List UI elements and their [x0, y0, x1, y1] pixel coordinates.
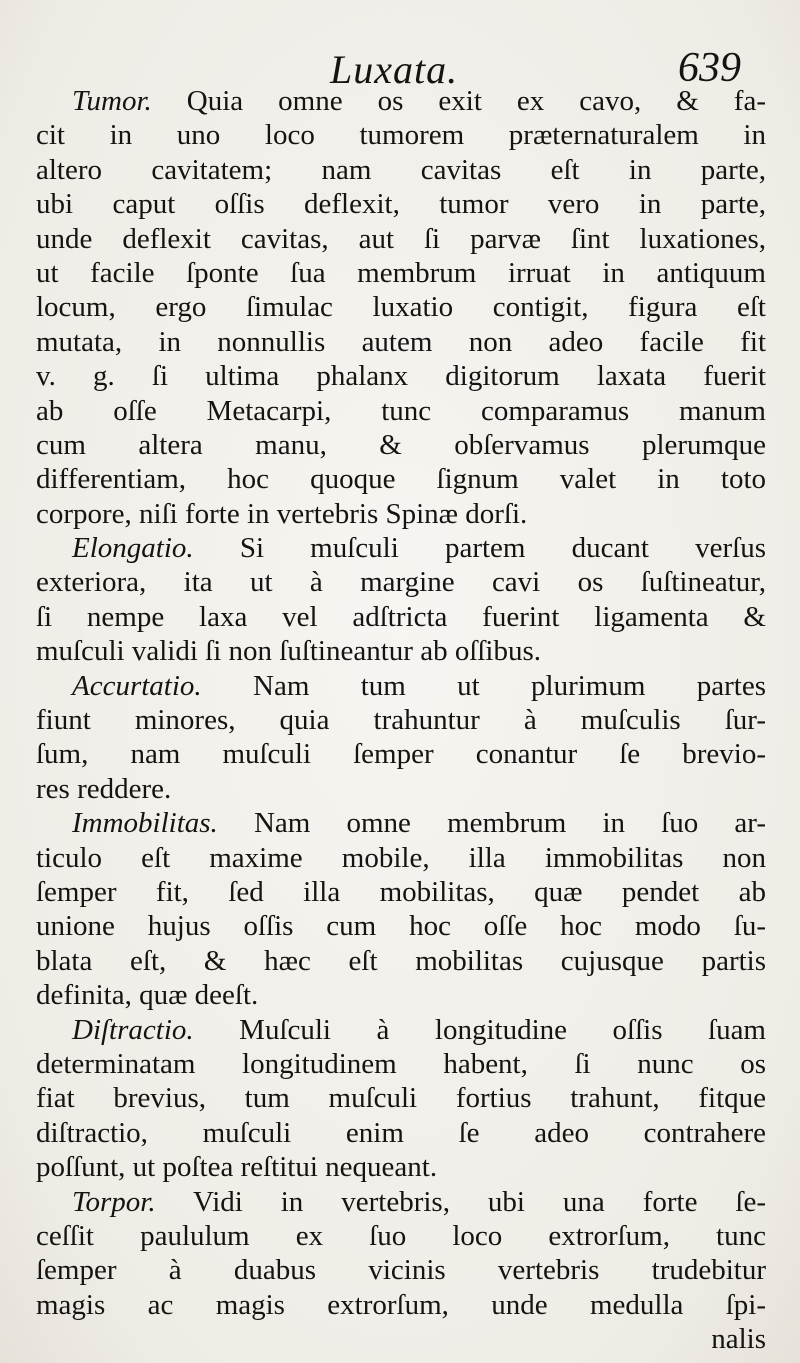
text-line: ſemper à duabus vicinis vertebris trudebitur	[36, 1254, 766, 1287]
text-line: determinatam longitudinem habent, ſi nunc os	[36, 1047, 766, 1080]
text-line: magis ac magis extrorſum, unde medulla ſpi-	[36, 1288, 766, 1321]
paragraph-head: Elongatio.	[72, 532, 194, 565]
text-line: poſſunt, ut poſtea reſtitui nequeant.	[36, 1151, 438, 1184]
text-line: locum, ergo ſimulac luxatio contigit, figura eſt	[36, 291, 766, 324]
text-line: v. g. ſi ultima phalanx digitorum laxata fuerit	[36, 360, 766, 393]
running-title: Luxata.	[330, 47, 459, 92]
text-line: res reddere.	[36, 772, 172, 805]
paragraph-torpor	[36, 1185, 766, 1323]
text-line: ut facile ſponte ſua membrum irruat in antiquum	[36, 256, 766, 289]
text-line: ceſſit paululum ex ſuo loco extrorſum, tunc	[36, 1219, 766, 1252]
text-line: muſculi validi ſi non ſuſtineantur ab oſſibus.	[36, 635, 542, 668]
text-line: exteriora, ita ut à margine cavi os ſuſtineatur,	[36, 566, 766, 599]
paragraph-distractio	[36, 1013, 766, 1185]
text-line: cit in uno loco tumorem præternaturalem in	[36, 119, 766, 152]
text-line: differentiam, hoc quoque ſignum valet in toto	[36, 463, 766, 496]
text-line: ſi nempe laxa vel adſtricta fuerint ligamenta &	[36, 600, 766, 633]
text-line: cum altera manu, & obſervamus plerumque	[36, 428, 766, 461]
text-line: Tumor. Quia omne os exit ex cavo, & fa-	[72, 85, 766, 117]
text-line: Diſtractio. Muſculi à longitudine oſſis ſuam	[72, 1013, 766, 1046]
text-line: fiat brevius, tum muſculi fortius trahunt, fitque	[36, 1082, 766, 1115]
text-line: ſum, nam muſculi ſemper conantur ſe brevio-	[36, 738, 766, 771]
text-line: ſemper fit, ſed illa mobilitas, quæ pendet ab	[36, 875, 766, 908]
body-text	[36, 84, 766, 1356]
catchword: nalis	[711, 1323, 766, 1356]
text-line: unione hujus oſſis cum hoc oſſe hoc modo ſu-	[36, 910, 766, 943]
page-number: 639	[678, 45, 741, 91]
text-line: Immobilitas. Nam omne membrum in ſuo ar-	[72, 807, 766, 840]
text-line: ab oſſe Metacarpi, tunc comparamus manum	[36, 394, 766, 427]
paragraph-head: Torpor.	[72, 1185, 156, 1218]
text-line: fiunt minores, quia trahuntur à muſculis ſur-	[36, 704, 766, 737]
text-line: blata eſt, & hæc eſt mobilitas cujusque partis	[36, 944, 766, 977]
text-line: Elongatio. Si muſculi partem ducant verſus	[72, 532, 766, 565]
text-line: corpore, niſi forte in vertebris Spinæ dorſi.	[36, 497, 528, 530]
paragraph-head: Tumor.	[72, 85, 152, 117]
text-line: diſtractio, muſculi enim ſe adeo contrahere	[36, 1116, 766, 1149]
text-line: Accurtatio. Nam tum ut plurimum partes	[72, 669, 766, 702]
text-line: ticulo eſt maxime mobile, illa immobilitas non	[36, 841, 766, 874]
text-line: definita, quæ deeſt.	[36, 979, 259, 1012]
paragraph-head: Diſtractio.	[72, 1013, 194, 1046]
paragraph-accurtatio	[36, 669, 766, 807]
text-line: ubi caput oſſis deflexit, tumor vero in parte,	[36, 188, 766, 221]
paragraph-head: Accurtatio.	[72, 669, 202, 702]
text-line: unde deflexit cavitas, aut ſi parvæ ſint luxationes,	[36, 222, 766, 255]
paragraph-immobilitas	[36, 806, 766, 1012]
text-line: mutata, in nonnullis autem non adeo facile fit	[36, 325, 766, 358]
text-line: Torpor. Vidi in vertebris, ubi una forte ſe-	[72, 1185, 766, 1218]
text-line: altero cavitatem; nam cavitas eſt in parte,	[36, 153, 766, 186]
paragraph-tumor	[36, 84, 766, 531]
paragraph-elongatio	[36, 531, 766, 669]
paragraph-head: Immobilitas.	[72, 807, 218, 840]
